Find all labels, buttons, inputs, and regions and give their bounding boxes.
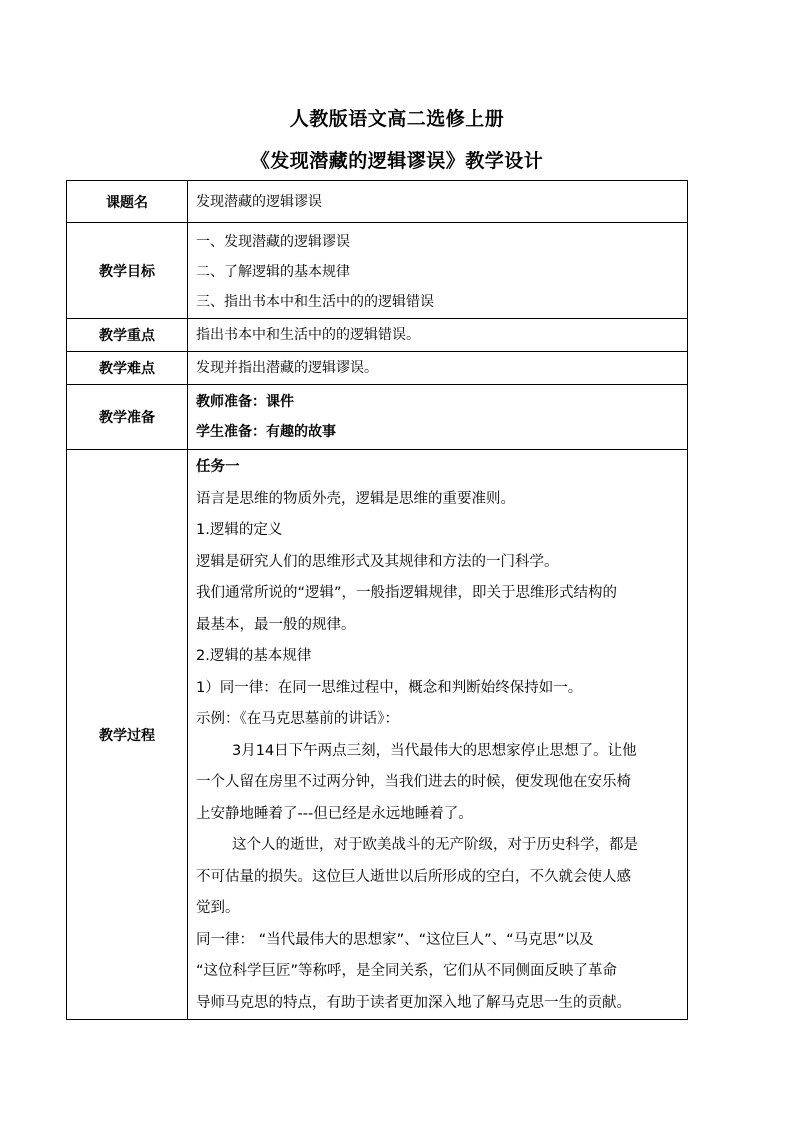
process-line: 最基本，最一般的规律。 bbox=[196, 616, 356, 633]
topic-cell bbox=[188, 181, 688, 223]
process-line: 导师马克思的特点，有助于读者更加深入地了解马克思一生的贡献。 bbox=[196, 994, 631, 1011]
process-line: “这位科学巨匠”等称呼，是全同关系，它们从不同侧面反映了革命 bbox=[196, 963, 618, 979]
focus-label: 教学重点 bbox=[67, 319, 188, 352]
process-line: 我们通常所说的“逻辑”，一般指逻辑规律，即关于思维形式结构的 bbox=[196, 585, 618, 601]
table-row bbox=[67, 385, 688, 450]
table-row bbox=[67, 352, 688, 385]
preparation-label: 教学准备 bbox=[67, 385, 188, 450]
process-line: 1）同一律：在同一思维过程中，概念和判断始终保持如一。 bbox=[196, 679, 583, 696]
student-prep: 学生准备：有趣的故事 bbox=[196, 424, 336, 440]
goal-item: 二、了解逻辑的基本规律 bbox=[196, 264, 350, 280]
process-line: 1.逻辑的定义 bbox=[196, 522, 283, 538]
table-row bbox=[67, 223, 688, 319]
goal-item: 三、指出书本中和生活中的的逻辑错误 bbox=[196, 294, 434, 310]
process-line: 觉到。 bbox=[196, 900, 240, 916]
focus-value: 指出书本中和生活中的的逻辑错误。 bbox=[196, 327, 420, 343]
table-row bbox=[67, 319, 688, 352]
process-line: 逻辑是研究人们的思维形式及其规律和方法的一门科学。 bbox=[196, 553, 559, 570]
process-line: 3月14日下午两点三刻，当代最伟大的思想家停止思想了。让他 bbox=[232, 742, 637, 759]
lesson-plan-table bbox=[66, 180, 688, 1020]
goal-item: 一、发现潜藏的逻辑谬误 bbox=[196, 234, 350, 250]
process-line: 不可估量的损失。这位巨人逝世以后所形成的空白，不久就会使人感 bbox=[196, 868, 631, 885]
topic-value: 发现潜藏的逻辑谬误 bbox=[196, 193, 322, 210]
table-row bbox=[67, 450, 688, 1020]
difficulty-label: 教学难点 bbox=[67, 352, 188, 385]
process-line: 一个人留在房里不过两分钟，当我们进去的时候，便发现他在安乐椅 bbox=[196, 774, 631, 790]
preparation-cell bbox=[188, 385, 688, 450]
goals-cell bbox=[188, 223, 688, 319]
process-line: 同一律： “当代最伟大的思想家”、“这位巨人”、“马克思”以及 bbox=[196, 931, 594, 948]
process-line: 上安静地睡着了---但已经是永远地睡着了。 bbox=[196, 805, 473, 822]
table-row bbox=[67, 181, 688, 223]
process-line: 语言是思维的物质外壳，逻辑是思维的重要准则。 bbox=[196, 490, 515, 507]
goals-label: 教学目标 bbox=[67, 223, 188, 319]
process-line: 这个人的逝世，对于欧美战斗的无产阶级，对于历史科学，都是 bbox=[232, 837, 638, 853]
topic-label: 课题名 bbox=[67, 181, 188, 223]
task-heading: 任务一 bbox=[196, 459, 240, 475]
document-subtitle: 《发现潜藏的逻辑谬误》教学设计 bbox=[250, 150, 544, 172]
process-line: 示例：《在马克思墓前的讲话》： bbox=[196, 711, 399, 727]
difficulty-cell bbox=[188, 352, 688, 385]
document-title: 人教版语文高二选修上册 bbox=[289, 108, 505, 130]
teacher-prep: 教师准备：课件 bbox=[196, 394, 294, 410]
process-label: 教学过程 bbox=[67, 450, 188, 1020]
process-line: 2.逻辑的基本规律 bbox=[196, 648, 312, 664]
focus-cell bbox=[188, 319, 688, 352]
difficulty-value: 发现并指出潜藏的逻辑谬误。 bbox=[196, 360, 378, 376]
process-cell bbox=[188, 450, 688, 1020]
